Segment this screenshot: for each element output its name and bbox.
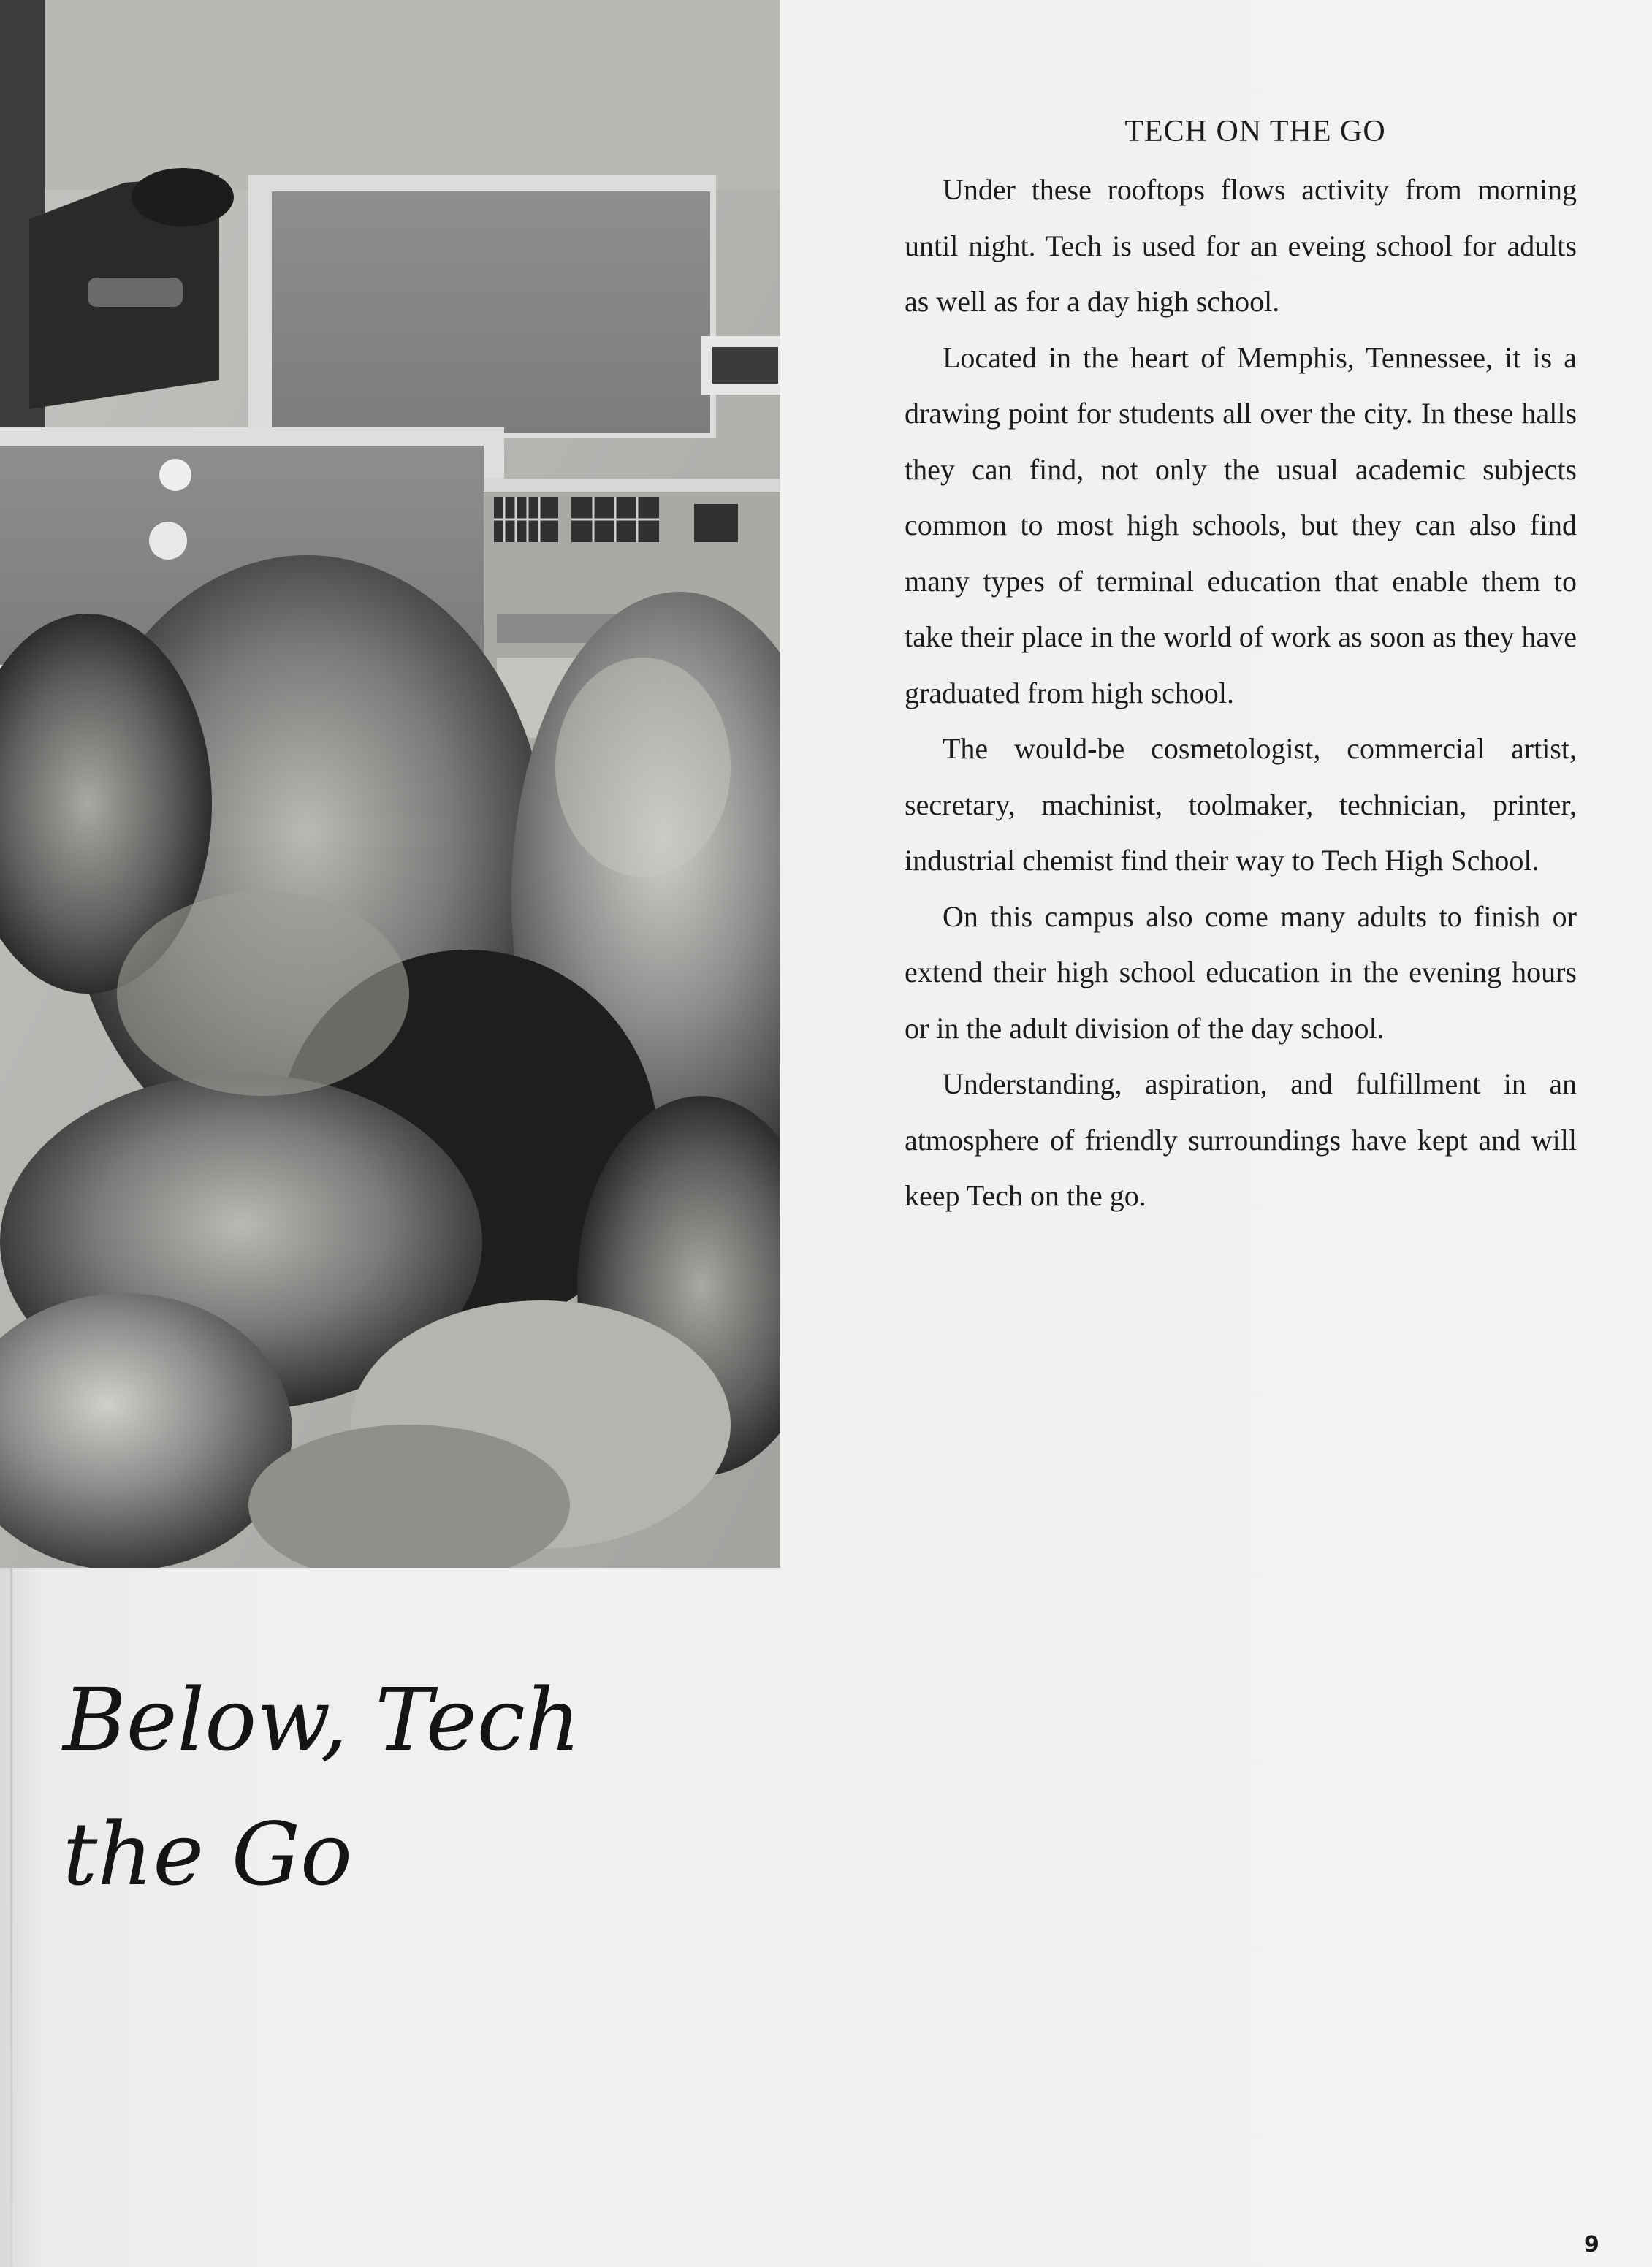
article-body: [905, 162, 1577, 1224]
article: [905, 108, 1577, 1224]
page-number: 9: [1584, 2232, 1599, 2258]
article-paragraph: Understanding, aspiration, and fulfillment in an atmosphere of friendly surroundings have kept and will keep Tech on the go.: [905, 1067, 1577, 1212]
headline-line-1: Below, Tech: [63, 1669, 581, 1770]
article-paragraph: Located in the heart of Memphis, Tennessee, it is a drawing point for students all over the city. In these halls they can find, not only the usual academic subjects common to most high schools, but they can also find many types of terminal education that enable them to take their place in the world of work as soon as they have graduated from high school.: [905, 340, 1577, 709]
article-title: TECH ON THE GO: [1124, 115, 1386, 148]
article-paragraph: The would-be cosmetologist, commercial artist, secretary, machinist, toolmaker, technician, printer, industrial chemist find their way to Tech High School.: [905, 732, 1577, 877]
headline-line-2: the Go: [63, 1804, 353, 1905]
aerial-photo: [0, 0, 780, 1568]
article-paragraph: On this campus also come many adults to finish or extend their high school education in the evening hours or in the adult division of the day school.: [905, 899, 1577, 1045]
headline: [63, 1653, 581, 1921]
article-paragraph: Under these rooftops flows activity from morning until night. Tech is used for an eveing school for adults as well as for a day high school.: [905, 173, 1577, 318]
